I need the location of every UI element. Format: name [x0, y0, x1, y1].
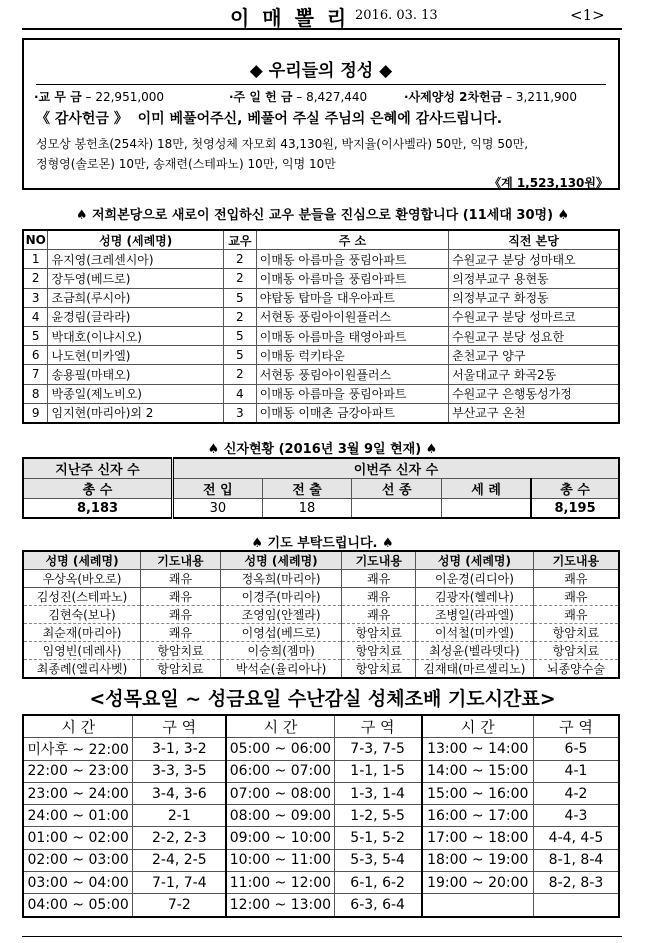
column-header: 교우	[223, 230, 256, 250]
table-row	[23, 624, 619, 642]
table-cell: 08:00 ~ 09:00	[226, 805, 334, 827]
table-cell: 항암치료	[342, 660, 416, 679]
table-cell: 7-2	[133, 894, 226, 917]
newcomers-title: ♠ 저희본당으로 새로이 전입하신 교우 분들을 진심으로 환영합니다 (11세대 30명) ♠	[75, 208, 570, 223]
prayer-title: ♠ 기도 부탁드립니다. ♠	[251, 536, 394, 551]
page-number: <1>	[570, 6, 605, 24]
table-cell: 7-3, 7-5	[334, 738, 421, 760]
table-cell: 5-1, 5-2	[334, 827, 421, 849]
table-cell: 이경주(마리아)	[220, 588, 342, 606]
table-cell: 2	[223, 269, 256, 288]
table-cell: 2	[23, 269, 48, 288]
table-cell: 15:00 ~ 16:00	[422, 782, 534, 804]
table-cell: 이매동 럭키타운	[256, 346, 448, 365]
table-cell: 조금희(루시아)	[48, 288, 223, 307]
table-cell: 김현숙(보나)	[23, 606, 141, 624]
table-cell: 05:00 ~ 06:00	[226, 738, 334, 760]
stats-table	[22, 457, 620, 519]
column-header: 성명 (세례명)	[220, 551, 342, 570]
table-cell: 7	[23, 365, 48, 384]
table-cell: 우상옥(바오로)	[23, 570, 141, 588]
table-cell: 6-1, 6-2	[334, 872, 421, 894]
table-cell: 8	[23, 384, 48, 403]
offering-amount-seminary: ·사제양성 2차헌금 – 3,211,900	[404, 90, 577, 104]
column-header: 기도내용	[141, 551, 221, 570]
column-header: 성명 (세례명)	[416, 551, 534, 570]
stat-value: 30	[173, 499, 263, 519]
table-cell: 쾌유	[342, 570, 416, 588]
table-cell: 3-1, 3-2	[133, 738, 226, 760]
table-cell: 부산교구 온천	[449, 403, 619, 423]
column-header: 구 역	[533, 715, 619, 738]
table-cell: 1-2, 5-5	[334, 805, 421, 827]
table-cell: 03:00 ~ 04:00	[23, 872, 133, 894]
table-cell: 3-3, 3-5	[133, 760, 226, 782]
table-cell: 임지현(마리아)외 2	[48, 403, 223, 423]
table-cell: 쾌유	[342, 588, 416, 606]
table-cell: 항암치료	[342, 624, 416, 642]
bulletin-date: 2016. 03. 13	[355, 8, 438, 23]
table-cell: 의정부교구 용현동	[449, 269, 619, 288]
table-cell: 16:00 ~ 17:00	[422, 805, 534, 827]
table-row	[23, 738, 619, 760]
table-cell: 1-3, 1-4	[334, 782, 421, 804]
table-cell: 김광자(헬레나)	[416, 588, 534, 606]
offering-box	[22, 38, 620, 190]
table-row	[23, 872, 619, 894]
table-cell: 이매동 아름마을 태영아파트	[256, 326, 448, 345]
table-cell: 4	[23, 307, 48, 326]
table-cell: 항암치료	[342, 642, 416, 660]
table-cell: 서현동 풍림아이원플러스	[256, 365, 448, 384]
column-header: 기도내용	[342, 551, 416, 570]
column-header: 성명 (세례명)	[23, 551, 141, 570]
table-cell: 04:00 ~ 05:00	[23, 894, 133, 917]
column-header: 선 종	[352, 479, 442, 499]
table-row	[23, 269, 619, 288]
table-cell: 3	[223, 403, 256, 423]
table-cell: 01:00 ~ 02:00	[23, 827, 133, 849]
offering-title: ◆ 우리들의 정성 ◆	[249, 61, 393, 81]
column-header: 성명 (세례명)	[48, 230, 223, 250]
column-header: 직전 본당	[449, 230, 619, 250]
table-cell: 07:00 ~ 08:00	[226, 782, 334, 804]
table-cell: 김재태(마르셀리노)	[416, 660, 534, 679]
table-cell: 수원교구 분당 성마태오	[449, 250, 619, 269]
table-row	[23, 849, 619, 871]
table-cell: 24:00 ~ 01:00	[23, 805, 133, 827]
table-cell: 3	[23, 288, 48, 307]
table-cell: 수원교구 은행동성가정	[449, 384, 619, 403]
column-header: 시 간	[23, 715, 133, 738]
table-cell: 유지영(크레센시아)	[48, 250, 223, 269]
thanks-donor-list: 성모상 봉헌초(254차) 18만, 첫영성체 자모회 43,130원, 박지율(이사벨라) 50만, 익명 50만, 정형영(솔로몬) 10만, 송재련(스테파노) 10만, 익명 10만	[36, 137, 529, 171]
table-cell: 4-1	[533, 760, 619, 782]
table-cell: 8-2, 8-3	[533, 872, 619, 894]
thanks-total: 《계 1,523,130원》	[489, 176, 608, 190]
table-cell: 항암치료	[533, 642, 619, 660]
table-cell: 쾌유	[533, 570, 619, 588]
table-cell: 쾌유	[141, 588, 221, 606]
table-cell: 6	[23, 346, 48, 365]
table-cell: 항암치료	[141, 642, 221, 660]
table-cell: 장두영(베드로)	[48, 269, 223, 288]
table-cell: 12:00 ~ 13:00	[226, 894, 334, 917]
column-header: 총 수	[531, 479, 619, 499]
column-header: 시 간	[422, 715, 534, 738]
table-cell: 8-1, 8-4	[533, 849, 619, 871]
table-cell: 이영섭(베드로)	[220, 624, 342, 642]
table-row	[23, 827, 619, 849]
table-cell: 10:00 ~ 11:00	[226, 849, 334, 871]
table-cell	[533, 894, 619, 917]
stat-value: 8,195	[531, 499, 619, 519]
table-row	[23, 384, 619, 403]
table-cell: 송용필(마태오)	[48, 365, 223, 384]
table-cell: 서현동 풍림아이원플러스	[256, 307, 448, 326]
table-cell: 쾌유	[141, 570, 221, 588]
table-cell: 조병일(라파엘)	[416, 606, 534, 624]
column-header: 주 소	[256, 230, 448, 250]
table-cell: 춘천교구 양구	[449, 346, 619, 365]
table-cell: 09:00 ~ 10:00	[226, 827, 334, 849]
table-header-row	[23, 230, 619, 250]
table-cell: 22:00 ~ 23:00	[23, 760, 133, 782]
table-cell	[422, 894, 534, 917]
table-cell: 최종례(엘리사벳)	[23, 660, 141, 679]
table-cell: 이매동 아름마을 풍림아파트	[256, 384, 448, 403]
table-row	[23, 782, 619, 804]
table-cell: 수원교구 분당 성마르코	[449, 307, 619, 326]
table-cell: 쾌유	[533, 606, 619, 624]
column-header: 총 수	[23, 479, 173, 499]
table-cell: 김성진(스테파노)	[23, 588, 141, 606]
table-cell: 임영빈(데레사)	[23, 642, 141, 660]
newcomers-table	[22, 229, 620, 424]
offering-divider	[36, 84, 606, 85]
table-row	[23, 606, 619, 624]
table-cell: 의정부교구 화정동	[449, 288, 619, 307]
table-cell: 항암치료	[141, 660, 221, 679]
column-header: NO	[23, 230, 48, 250]
table-cell: 이매동 이매촌 금강아파트	[256, 403, 448, 423]
table-row	[23, 588, 619, 606]
this-week-label: 이번주 신자 수	[173, 458, 619, 479]
table-cell: 조영임(안젤라)	[220, 606, 342, 624]
table-cell: 4-2	[533, 782, 619, 804]
table-cell: 이운경(리디아)	[416, 570, 534, 588]
table-cell: 최성윤(벨라뎃다)	[416, 642, 534, 660]
table-cell: 이승희(젬마)	[220, 642, 342, 660]
table-row	[23, 326, 619, 345]
stat-value	[442, 499, 532, 519]
table-cell: 6-3, 6-4	[334, 894, 421, 917]
last-week-label: 지난주 신자 수	[23, 458, 173, 479]
bulletin-title: 이 매 뽈 리	[230, 6, 350, 30]
table-cell: 5	[223, 288, 256, 307]
table-cell: 쾌유	[141, 624, 221, 642]
table-row	[23, 288, 619, 307]
table-cell: 최순재(마리아)	[23, 624, 141, 642]
table-cell: 14:00 ~ 15:00	[422, 760, 534, 782]
table-cell: 야탑동 탑마을 대우아파트	[256, 288, 448, 307]
stat-value: 18	[262, 499, 352, 519]
table-cell: 19:00 ~ 20:00	[422, 872, 534, 894]
table-cell: 7-1, 7-4	[133, 872, 226, 894]
table-row	[23, 365, 619, 384]
table-cell: 17:00 ~ 18:00	[422, 827, 534, 849]
stat-value: 8,183	[23, 499, 173, 519]
table-row	[23, 403, 619, 423]
table-cell: 2-1	[133, 805, 226, 827]
table-cell: 윤경림(글라라)	[48, 307, 223, 326]
table-cell: 1-1, 1-5	[334, 760, 421, 782]
table-cell: 수원교구 분당 성요한	[449, 326, 619, 345]
table-cell: 항암치료	[533, 624, 619, 642]
table-cell: 이매동 아름마을 풍림아파트	[256, 269, 448, 288]
table-cell: 이매동 아름마을 풍림아파트	[256, 250, 448, 269]
table-cell: 미사후 ~ 22:00	[23, 738, 133, 760]
thanks-heading: 《 감사헌금 》 이미 베풀어주신, 베풀어 주실 주님의 은혜에 감사드립니다.	[36, 111, 503, 127]
table-cell: 4	[223, 384, 256, 403]
table-row	[23, 250, 619, 269]
table-row	[23, 760, 619, 782]
table-cell: 쾌유	[141, 606, 221, 624]
table-cell: 6-5	[533, 738, 619, 760]
table-cell: 3-4, 3-6	[133, 782, 226, 804]
table-cell: 18:00 ~ 19:00	[422, 849, 534, 871]
table-cell: 정옥희(마리아)	[220, 570, 342, 588]
table-cell: 11:00 ~ 12:00	[226, 872, 334, 894]
column-header: 구 역	[133, 715, 226, 738]
prayer-table	[22, 550, 620, 679]
column-header: 세 례	[442, 479, 532, 499]
table-cell: 4-3	[533, 805, 619, 827]
vigil-schedule-table	[22, 714, 620, 918]
offering-amount-tithe: ·교 무 금 – 22,951,000	[34, 90, 165, 104]
table-row	[23, 642, 619, 660]
table-cell: 서울대교구 화곡2동	[449, 365, 619, 384]
table-row	[23, 346, 619, 365]
table-cell: 뇌종양수술	[533, 660, 619, 679]
table-cell: 23:00 ~ 24:00	[23, 782, 133, 804]
table-cell: 1	[23, 250, 48, 269]
offering-amount-sunday: ·주 일 헌 금 – 8,427,440	[229, 90, 368, 104]
table-cell: 02:00 ~ 03:00	[23, 849, 133, 871]
table-cell: 4-4, 4-5	[533, 827, 619, 849]
table-cell: 쾌유	[342, 606, 416, 624]
footer-divider	[22, 936, 622, 937]
column-header: 구 역	[334, 715, 421, 738]
column-header: 시 간	[226, 715, 334, 738]
table-cell: 06:00 ~ 07:00	[226, 760, 334, 782]
table-cell: 박석순(율리아나)	[220, 660, 342, 679]
table-row	[23, 894, 619, 917]
table-cell: 박대호(이냐시오)	[48, 326, 223, 345]
table-cell: 이석철(미카엘)	[416, 624, 534, 642]
table-cell: 나도현(미카엘)	[48, 346, 223, 365]
table-row	[23, 307, 619, 326]
table-cell: 2	[223, 307, 256, 326]
stat-value	[352, 499, 442, 519]
table-cell: 박종일(제노비오)	[48, 384, 223, 403]
table-row	[23, 570, 619, 588]
stats-title: ♠ 신자현황 (2016년 3월 9일 현재) ♠	[207, 442, 438, 457]
column-header: 전 입	[173, 479, 263, 499]
table-row	[23, 805, 619, 827]
column-header: 기도내용	[533, 551, 619, 570]
table-cell: 5	[223, 326, 256, 345]
column-header: 전 출	[262, 479, 352, 499]
table-cell: 쾌유	[533, 588, 619, 606]
table-cell: 2-4, 2-5	[133, 849, 226, 871]
table-cell: 2	[223, 365, 256, 384]
table-row	[23, 660, 619, 679]
table-cell: 9	[23, 403, 48, 423]
table-cell: 5	[23, 326, 48, 345]
table-cell: 13:00 ~ 14:00	[422, 738, 534, 760]
header-divider	[22, 28, 622, 30]
vigil-schedule-title: <성목요일 ~ 성금요일 수난감실 성체조배 기도시간표>	[89, 688, 556, 710]
table-cell: 5	[223, 346, 256, 365]
table-cell: 5-3, 5-4	[334, 849, 421, 871]
table-cell: 2	[223, 250, 256, 269]
table-cell: 2-2, 2-3	[133, 827, 226, 849]
